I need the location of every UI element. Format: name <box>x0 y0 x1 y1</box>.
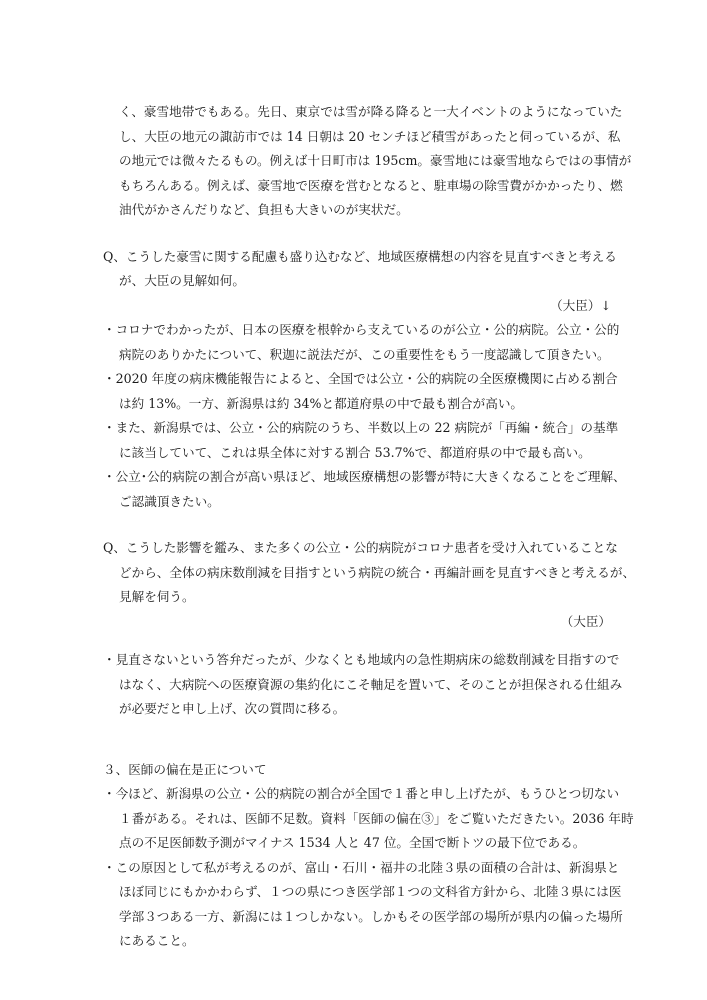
bullet-line: 点の不足医師数予測がマイナス 1534 人と 47 位。全国で断トツの最下位である。 <box>119 835 586 850</box>
bullet-line: に該当していて、これは県全体に対する割合 53.7%で、都道府県の中で最も高い。 <box>119 445 591 460</box>
bullet-line: ・今ほど、新潟県の公立・公的病院の割合が全国で１番と申し上げたが、もうひとつ切ない <box>103 786 620 801</box>
bullet-line: ・また、新潟県では、公立・公的病院のうち、半数以上の 22 病院が「再編・統合」の基準 <box>103 420 619 435</box>
bullet-line: はなく、大病院への医療資源の集約化にこそ軸足を置いて、そのことが担保される仕組み <box>119 677 623 692</box>
bullet-line: 学部３つある一方、新潟には１つしかない。しかもその医学部の場所が県内の偏った場所 <box>119 909 623 924</box>
question-2-line: どから、全体の病床数削減を目指すという病院の統合・再編計画を見直すべきと考えるが、 <box>119 565 636 580</box>
bullet-line: ・コロナでわかったが、日本の医療を根幹から支えているのが公立・公的病院。公立・公的 <box>103 322 620 337</box>
bullet-line: ほぼ同じにもかかわらず、１つの県につき医学部１つの文科省方針から、北陸３県には医 <box>119 884 622 899</box>
intro-line: く、豪雪地帯でもある。先日、東京では雪が降る降ると一大イベントのようになっていた <box>119 104 623 119</box>
question-2-line: Q、こうした影響を鑑み、また多くの公立・公的病院がコロナ患者を受け入れていることな <box>103 540 618 555</box>
bullet-line: 病院のありかたについて、釈迦に説法だが、この重要性をもう一度認識して頂きたい。 <box>119 347 610 362</box>
intro-line: の地元では微々たるもの。例えば十日町市は 195cm。豪雪地には豪雪地ならではの事情が <box>119 153 632 168</box>
answer-label-minister: （大臣）↓ <box>550 298 611 313</box>
bullet-line: ・この原因として私が考えるのが、富山・石川・福井の北陸３県の面積の合計は、新潟県と <box>103 860 620 875</box>
intro-line: 油代がかさんだりなど、負担も大きいのが実状だ。 <box>119 202 409 217</box>
section-heading: ３、医師の偏在是正について <box>103 762 267 777</box>
bullet-line: １番がある。それは、医師不足数。資料「医師の偏在③」をご覧いただきたい。2036 年時 <box>119 811 634 826</box>
bullet-line: ご認識頂きたい。 <box>119 494 220 509</box>
bullet-line: が必要だと申し上げ、次の質問に移る。 <box>119 701 346 716</box>
question-2-line: 見解を伺う。 <box>119 589 195 604</box>
bullet-line: ・2020 年度の病床機能報告によると、全国では公立・公的病院の全医療機関に占める割合 <box>103 371 618 386</box>
bullet-line: ・見直さないという答弁だったが、少なくとも地域内の急性期病床の総数削減を目指すので <box>103 652 620 667</box>
intro-line: もちろんある。例えば、豪雪地で医療を営むとなると、駐車場の除雪費がかかったり、燃 <box>119 178 623 193</box>
bullet-line: は約 13%。一方、新潟県は約 34%と都道府県の中で最も割合が高い。 <box>119 396 524 411</box>
question-1-line: が、大臣の見解如何。 <box>119 273 245 288</box>
bullet-line: ・公立･公的病院の割合が高い県ほど、地域医療構想の影響が特に大きくなることをご理解、 <box>103 469 626 484</box>
answer-label-minister: （大臣） <box>560 614 611 629</box>
bullet-line: にあること。 <box>119 933 195 948</box>
question-1-line: Q、こうした豪雪に関する配慮も盛り込むなど、地域医療構想の内容を見直すべきと考える <box>103 249 617 264</box>
intro-line: し、大臣の地元の諏訪市では 14 日朝は 20 センチほど積雪があったと伺っているが、私 <box>119 129 621 144</box>
